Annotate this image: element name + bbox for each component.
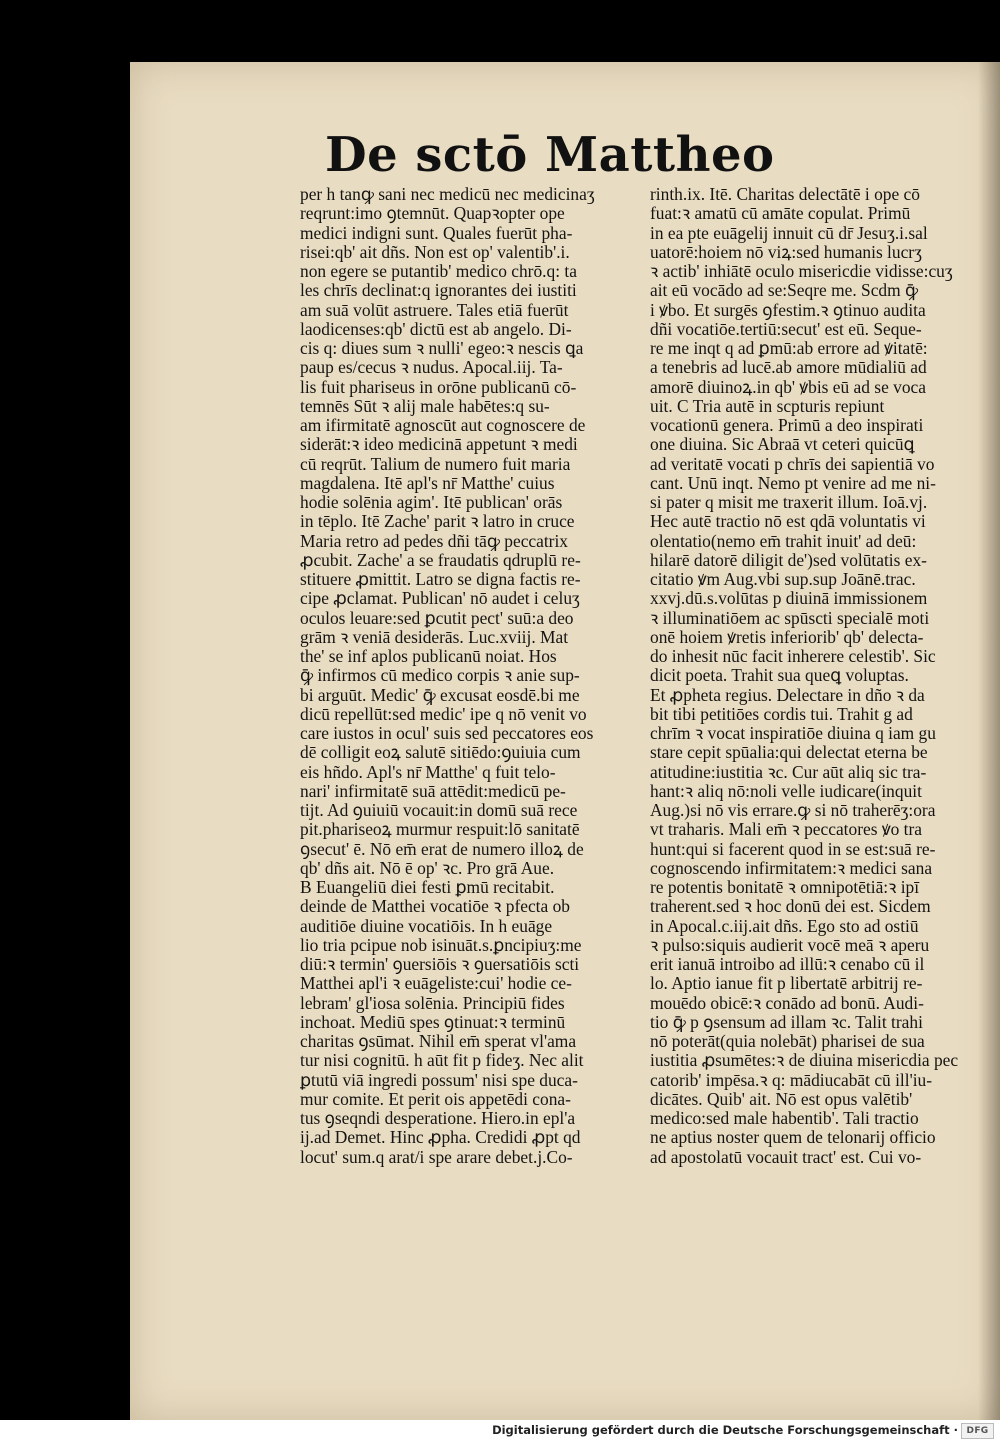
- right-column-line: Aug.)si nō vis errare.ꝙ si nō traherēʒ:ora: [650, 801, 936, 820]
- right-column-line: olentatio(nemo em̄ trahit inuit' ad deū:: [650, 531, 917, 551]
- left-column-line: paup es/cecus ꝛ nudus. Apocal.iij. Ta-: [300, 358, 563, 378]
- left-column-line: am ifirmitatē agnoscūt aut cognoscere de: [300, 416, 586, 435]
- right-column-line: dicātes. Quib' ait. Nō est opus valētib': [650, 1089, 913, 1109]
- left-column-line: oculos leuare:sed ꝑcutit pect' suū:a deo: [300, 608, 574, 628]
- right-column-line: re potentis bonitatē ꝛ omnipotētiā:ꝛ ipī: [650, 878, 920, 897]
- text-column-right: [650, 185, 992, 1167]
- dfg-logo: DFG: [961, 1423, 994, 1439]
- left-column-line: non egere se putantib' medico chrō.q: ta: [300, 262, 577, 281]
- left-column-line: tus ꝯseqndi desperatione. Hiero.in epl'a: [300, 1109, 576, 1128]
- right-column-line: hunt:qui si facerent quod in se est:suā re-: [650, 839, 936, 859]
- right-column-line: onē hoiem ꝟretis inferiorib' qb' delecta-: [650, 627, 924, 647]
- right-column-line: vocationū genera. Primū a deo inspirati: [650, 416, 924, 435]
- right-column-line: mouēdo obicē:ꝛ conādo ad bonū. Audi-: [650, 993, 924, 1013]
- right-column-line: cognoscendo infirmitatem:ꝛ medici sana: [650, 858, 933, 878]
- right-column-line: dicit poeta. Trahit sua queꝗ voluptas.: [650, 666, 909, 686]
- right-column-line: nō poterāt(quia nolebāt) pharisei de sua: [650, 1032, 925, 1051]
- left-column-line: tur nisi cognitū. h aūt fit p fideʒ. Nec alit: [300, 1051, 584, 1071]
- left-column-line: am suā volūt astruere. Tales etiā fuerūt: [300, 300, 569, 320]
- right-column-line: fuat:ꝛ amatū cū amāte copulat. Primū: [650, 204, 911, 224]
- right-column-line: ad veritatē vocati p chrīs dei sapientiā vo: [650, 454, 935, 474]
- right-column-line: ad apostolatū vocauit tract' est. Cui vo-: [650, 1147, 922, 1167]
- left-column-line: ꝑtutū viā ingredi possum' nisi spe duca-: [300, 1070, 578, 1090]
- left-column-line: mur comite. Et perit ois appetēdi cona-: [300, 1089, 571, 1109]
- left-column-line: siderāt:ꝛ ideo medicinā appetunt ꝛ medi: [300, 435, 578, 455]
- right-column-line: a tenebris ad lucē.ab amore mūdialiū ad: [650, 358, 927, 378]
- right-column-line: dñi vocatiōe.tertiū:secut' est eū. Seque-: [650, 319, 922, 339]
- left-column-line: deinde de Matthei vocatiōe ꝛ pfecta ob: [300, 897, 570, 917]
- right-column-line: iustitia ꝓsumētes:ꝛ de diuina misericdia pec: [650, 1051, 959, 1071]
- left-column-line: dicū repellūt:sed medic' ipe q nō venit vo: [300, 704, 587, 724]
- left-column-line: Matthei apl'i ꝛ euāgeliste:cui' hodie ce-: [300, 974, 572, 994]
- footer-bar: [0, 1420, 1000, 1441]
- left-column-line: cis q: diues sum ꝛ nulli' egeo:ꝛ nescis ꝗa: [300, 339, 584, 358]
- left-column-line: ꝙ̄ infirmos cū medico corpis ꝛ anie sup-: [300, 666, 580, 686]
- right-column-line: cant. Unū inqt. Nemo pt venire ad me ni-: [650, 473, 936, 493]
- left-column-line: lio tria pcipue nob isinuāt.s.ꝑncipiuʒ:me: [300, 935, 582, 955]
- left-column-line: the' se inf aplos publicanū noiat. Hos: [300, 647, 557, 666]
- right-column-line: re me inqt q ad ꝑmū:ab errore ad ꝟitatē:: [650, 339, 928, 358]
- left-column-line: stituere ꝓmittit. Latro se digna factis re-: [300, 570, 581, 589]
- right-column-line: traherent.sed ꝛ hoc donū dei est. Sicdem: [650, 897, 931, 917]
- right-column-line: si pater q misit me traxerit illum. Ioā.vj.: [650, 493, 928, 512]
- right-column-line: tio ꝙ̄ p ꝯsensum ad illam ꝛc. Talit trahi: [650, 1012, 923, 1032]
- left-column-line: Maria retro ad pedes dñi tāꝙ peccatrix: [300, 531, 569, 551]
- left-column-line: hodie solēnia agim'. Itē publican' orās: [300, 493, 563, 512]
- left-column-line: risei:qb' ait dñs. Non est op' valentib'.i.: [300, 242, 570, 262]
- left-column-line: in tēplo. Itē Zache' parit ꝛ latro in cruce: [300, 512, 575, 532]
- left-column-line: ꝓcubit. Zache' a se fraudatis qdruplū re-: [300, 550, 581, 570]
- right-column-line: uit. C Tria autē in scpturis repiunt: [650, 396, 885, 416]
- funding-credit: Digitalisierung gefördert durch die Deutsche Forschungsgemeinschaft ·: [492, 1423, 958, 1437]
- left-column-line: dē colligit eoꝝ salutē sitiēdo:ꝯuiuia cum: [300, 743, 581, 763]
- left-column-line: magdalena. Itē apl's nr̄ Matthe' cuius: [300, 473, 555, 493]
- right-column-line: in ea pte euāgelij innuit cū dr̄ Jesuʒ.i.sal: [650, 223, 928, 243]
- left-column-line: diū:ꝛ termin' ꝯuersiōis ꝛ ꝯuersatiōis scti: [300, 955, 580, 974]
- left-column-line: cū reqrūt. Talium de numero fuit maria: [300, 454, 571, 474]
- left-column-line: lebram' gl'iosa solēnia. Principiū fides: [300, 993, 565, 1013]
- right-column-line: ait eū vocādo ad se:Seqre me. Scdm ꝙ̄: [650, 281, 919, 301]
- right-column-line: erit ianuā introibo ad illū:ꝛ cenabo cū il: [650, 955, 925, 974]
- right-column-line: one diuina. Sic Abraā vt ceteri quicūꝗ: [650, 435, 915, 455]
- left-column-line: lis fuit phariseus in orōne publicanū cō-: [300, 377, 577, 397]
- right-column-line: catorib' impēsa.ꝛ q: mādiucabāt cū ill'iu-: [650, 1070, 933, 1090]
- right-column-line: in Apocal.c.iij.ait dñs. Ego sto ad ostiū: [650, 916, 919, 936]
- left-column-line: inchoat. Mediū spes ꝯtinuat:ꝛ terminū: [300, 1012, 566, 1032]
- left-column-line: care iustos in ocul' suis sed peccatores eos: [300, 724, 594, 743]
- right-column-line: atitudine:iustitia ꝛc. Cur aūt aliq sic tra-: [650, 762, 927, 782]
- left-column-line: tijt. Ad ꝯuiuiū vocauit:in domū suā rece: [300, 801, 578, 820]
- left-column-line: cipe ꝓclamat. Publican' nō audet i celuʒ: [300, 589, 580, 609]
- left-column-line: bi arguūt. Medic' ꝙ̄ excusat eosdē.bi me: [300, 685, 580, 705]
- running-head: De sctō Mattheo: [325, 127, 775, 183]
- right-column-line: chrīm ꝛ vocat inspiratiōe diuina q iam gu: [650, 724, 936, 743]
- right-column-line: ne aptius noster quem de telonarij officio: [650, 1128, 936, 1148]
- right-column-line: hant:ꝛ aliq nō:noli velle iudicare(inquit: [650, 781, 922, 801]
- right-column-line: Et ꝓpheta regius. Delectare in dño ꝛ da: [650, 685, 925, 705]
- left-column-line: laodicenses:qb' dictū est ab angelo. Di-: [300, 319, 572, 339]
- left-column-line: nari' infirmitatē suā attēdit:medicū pe-: [300, 781, 566, 801]
- right-column-line: ꝛ actib' inhiātē oculo misericdie vidisse:cuʒ: [650, 262, 953, 281]
- right-column-line: i ꝟbo. Et surgēs ꝯfestim.ꝛ ꝯtinuo audita: [650, 300, 926, 320]
- left-column-line: qb' dñs ait. Nō ē op' ꝛc. Pro grā Aue.: [300, 858, 555, 878]
- left-column-line: grām ꝛ veniā desiderās. Luc.xviij. Mat: [300, 627, 569, 647]
- left-column-line: ꝯsecut' ē. Nō em̄ erat de numero illoꝝ de: [300, 839, 584, 859]
- left-column-line: temnēs Sūt ꝛ alij male habētes:q su-: [300, 396, 550, 416]
- text-column-left: [300, 185, 642, 1167]
- right-column-line: ꝛ illuminatiōem ac spūscti specialē moti: [650, 608, 930, 628]
- right-column-line: rinth.ix. Itē. Charitas delectātē i ope cō: [650, 185, 920, 204]
- right-column-line: hilarē datorē diligit de')sed volūtatis ex-: [650, 550, 927, 570]
- left-column-line: ij.ad Demet. Hinc ꝓpha. Credidi ꝓpt qd: [300, 1128, 581, 1148]
- right-column-line: stare cepit spūalia:qui delectat eterna be: [650, 743, 928, 763]
- right-column-line: bit tibi petitiōes cordis tui. Trahit g ad: [650, 704, 913, 724]
- left-column-line: locut' sum.q arat/i spe arare debet.j.Co-: [300, 1147, 573, 1167]
- left-column-line: medici indigni sunt. Quales fuerūt pha-: [300, 223, 573, 243]
- left-column-line: pit.phariseoꝝ murmur respuit:lō sanitatē: [300, 820, 580, 840]
- right-column-line: medico:sed male habentib'. Tali tractio: [650, 1109, 919, 1128]
- left-column-line: per h tanꝙ sani nec medicū nec medicinaʒ: [300, 185, 595, 204]
- left-column-line: charitas ꝯsūmat. Nihil em̄ sperat vl'ama: [300, 1032, 577, 1051]
- left-column-line: les chrīs declinat:q ignorantes dei iustiti: [300, 281, 577, 301]
- left-column-line: B Euangeliū diei festi ꝑmū recitabit.: [300, 878, 555, 897]
- left-column-line: reqrunt:imo ꝯtemnūt. Quapꝛopter ope: [300, 204, 565, 224]
- left-column-line: eis hñdo. Apl's nr̄ Matthe' q fuit telo-: [300, 762, 556, 782]
- left-column-line: auditiōe diuine vocatiōis. In h euāge: [300, 916, 553, 936]
- right-column-line: uatorē:hoiem nō viꝝ:sed humanis lucrʒ: [650, 242, 922, 262]
- right-column-line: do inhesit nūc facit inherere celestib'. Sic: [650, 647, 936, 666]
- right-column-line: xxvj.dū.s.volūtas p diuinā immissionem: [650, 589, 928, 609]
- right-column-line: vt traharis. Mali em̄ ꝛ peccatores ꝟo tra: [650, 820, 922, 840]
- right-column-line: amorē diuinoꝝ.in qb' ꝟbis eū ad se voca: [650, 377, 926, 397]
- right-column-line: citatio ꝟm Aug.vbi sup.sup Joānē.trac.: [650, 570, 916, 589]
- right-column-line: lo. Aptio ianue fit p libertatē arbitrij re-: [650, 974, 923, 994]
- right-column-line: Hec autē tractio nō est qdā voluntatis vi: [650, 512, 926, 532]
- right-column-line: ꝛ pulso:siquis audierit vocē meā ꝛ aperu: [650, 935, 930, 955]
